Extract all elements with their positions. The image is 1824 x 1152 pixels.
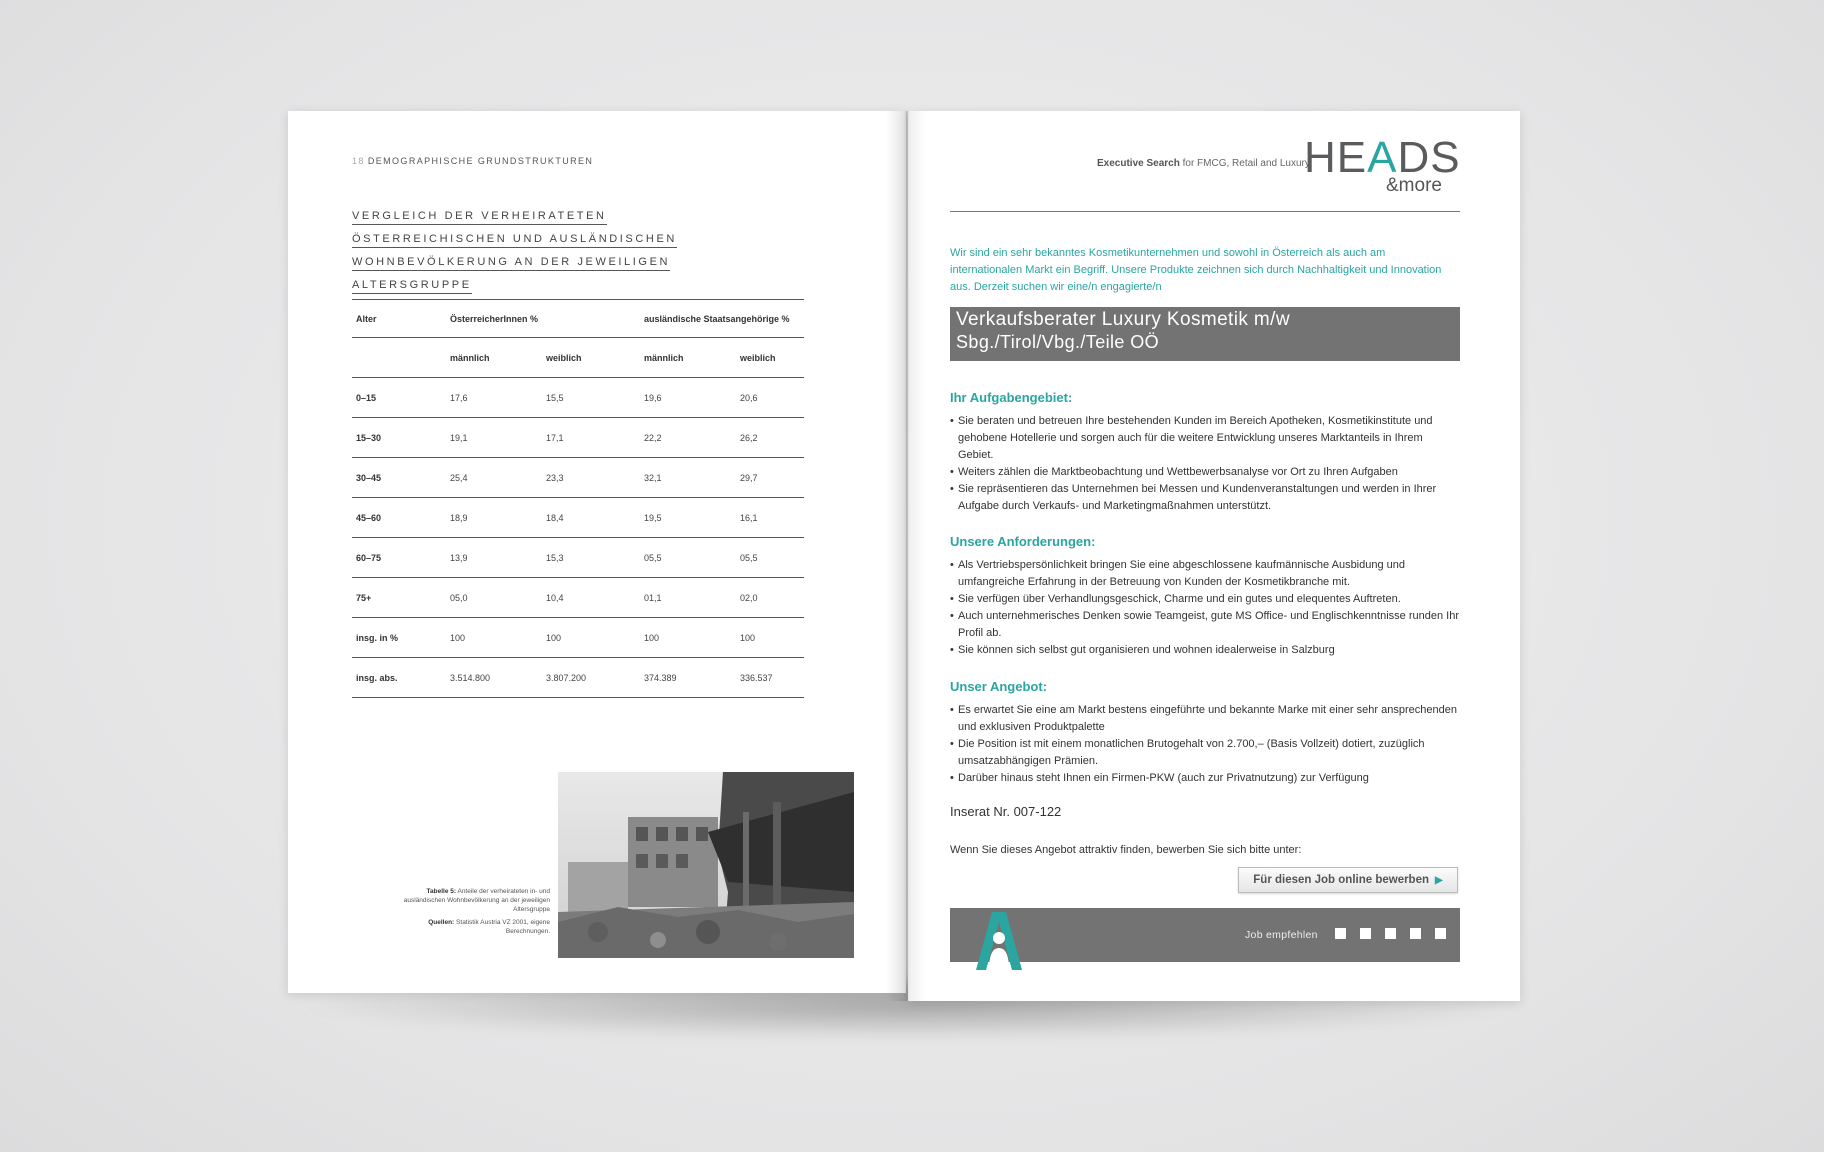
table-cell: 15,5 [546,392,564,403]
job-title: Verkaufsberater Luxury Kosmetik m/w [956,309,1290,330]
table-cell: 25,4 [450,472,468,483]
section-heading-anforderungen: Unsere Anforderungen: [950,534,1096,549]
table-row [352,458,804,498]
row-label: 30–45 [356,472,382,483]
tagline-bold: Executive Search [1097,158,1180,169]
table-cell: 15,3 [546,552,564,563]
table-cell: 19,5 [644,512,662,523]
table-cell: 17,1 [546,432,564,443]
table-cell: 18,9 [450,512,468,523]
table-body [352,378,804,698]
table-row [352,378,804,418]
recommend-label: Job empfehlen [1245,929,1318,941]
section-heading-aufgaben: Ihr Aufgabengebiet: [950,390,1073,405]
ruins-photo [558,772,854,958]
table-row [352,658,804,698]
row-label: insg. abs. [356,672,398,683]
caption-source-text: Statistik Austria VZ 2001, eigene Berechnungen. [456,919,550,935]
ruins-photo-image [558,772,854,958]
table-row [352,618,804,658]
section-title-line: WOHNBEVÖLKERUNG AN DER JEWEILIGEN [352,256,670,271]
page-number: 18 [352,156,365,166]
table-cell: 100 [644,632,660,643]
subheader-weiblich: weiblich [546,352,582,363]
list-item: • Sie repräsentieren das Unternehmen bei Messen und Kundenveranstaltungen und werden in Ihrer Aufgabe durch Verkaufs- und Marketingmaßnahmen unterstützt. [950,481,1460,515]
share-square-icon[interactable] [1385,928,1396,939]
table-subheader-row [352,338,804,378]
list-item: • Die Position ist mit einem monatlichen Brutogehalt von 2.700,– (Basis Vollzeit) dotiert, zuzüglich umsatzabhängigen Prämien. [950,736,1460,770]
inserat-number: Inserat Nr. 007-122 [950,804,1062,819]
share-square-icon[interactable] [1360,928,1371,939]
table-cell: 02,0 [740,592,758,603]
table-caption [398,887,550,936]
table-cell: 26,2 [740,432,758,443]
table-cell: 23,3 [546,472,564,483]
list-item: • Darüber hinaus steht Ihnen ein Firmen-PKW (auch zur Privatnutzung) zur Verfügung [950,770,1460,787]
left-page [288,111,906,993]
row-label: 0–15 [356,392,377,403]
demographics-table [352,299,804,698]
table-cell: 374.389 [644,672,677,683]
apply-online-label: Für diesen Job online bewerben [1253,874,1430,886]
table-cell: 10,4 [546,592,564,603]
tagline-rest: for FMCG, Retail and Luxury [1179,158,1310,169]
logo-text-suffix: DS [1397,133,1461,182]
list-angebot [950,702,1460,787]
section-title [352,206,692,298]
share-square-icon[interactable] [1410,928,1421,939]
share-square-icon[interactable] [1435,928,1446,939]
share-square-icon[interactable] [1335,928,1346,939]
table-cell: 3.807.200 [546,672,587,683]
footer-bar [950,908,1460,962]
table-cell: 3.514.800 [450,672,491,683]
header-auslaender: ausländische Staatsangehörige % [644,313,790,324]
list-item: • Als Vertriebspersönlichkeit bringen Sie eine abgeschlossene kaufmännische Ausbidung und umfangreiche Erfahrung in der Betreuung von Kunden der Kosmetikbranche mit. [950,557,1460,591]
list-item: • Es erwartet Sie eine am Markt bestens eingeführte und bekannte Marke mit einer sehr ansprechenden und exklusiven Produktpalette [950,702,1460,736]
table-cell: 05,0 [450,592,468,603]
logo-text-prefix: HE [1304,133,1368,182]
table-cell: 05,5 [740,552,758,563]
table-cell: 336.537 [740,672,773,683]
table-cell: 19,1 [450,432,468,443]
apply-online-button[interactable] [1238,867,1458,893]
play-arrow-icon: ▶ [1435,874,1443,886]
list-item: • Sie beraten und betreuen Ihre bestehenden Kunden im Bereich Apotheken, Kosmetikinstitute und gehobene Hotellerie und sorgen auch für die weitere Entwicklung unseres Marktanteils in Ihrem Gebiet. [950,413,1460,464]
row-label: 75+ [356,592,372,603]
heads-a-logo-icon [972,908,1026,970]
job-title-bar [950,307,1460,361]
table-cell: 18,4 [546,512,564,523]
subheader-maennlich: männlich [644,352,684,363]
list-item: • Auch unternehmerisches Denken sowie Teamgeist, gute MS Office- und Englischkenntnisse runden Ihr Profil ab. [950,608,1460,642]
job-location: Sbg./Tirol/Vbg./Teile OÖ [956,332,1160,352]
table-row [352,498,804,538]
table-row [352,538,804,578]
table-cell: 100 [546,632,562,643]
section-title-line: ÖSTERREICHISCHEN UND AUSLÄNDISCHEN [352,233,677,248]
section-title-line: ALTERSGRUPPE [352,279,472,294]
logo-text-a: A [1367,133,1398,182]
table-row [352,578,804,618]
table-row [352,418,804,458]
table-cell: 13,9 [450,552,468,563]
logo-subtitle: &more [1386,175,1442,196]
table-cell: 32,1 [644,472,662,483]
intro-text: Wir sind ein sehr bekanntes Kosmetikunternehmen und sowohl in Österreich als auch am internationalen Markt ein Begriff. Unsere Produkte zeichnen sich durch Nachhaltigkeit und Innovation aus. Derzeit suchen wir eine/n engagierte/n [950,247,1442,293]
row-label: 60–75 [356,552,382,563]
list-anforderungen [950,557,1460,659]
subheader-weiblich: weiblich [740,352,776,363]
header-alter: Alter [356,313,377,324]
row-label: insg. in % [356,632,399,643]
logo-tagline [1097,158,1310,169]
row-label: 15–30 [356,432,382,443]
table-cell: 20,6 [740,392,758,403]
subheader-maennlich: männlich [450,352,490,363]
running-head [352,156,593,166]
running-head-text: DEMOGRAPHISCHE GRUNDSTRUKTUREN [367,156,594,166]
caption-text: Anteile der verheirateten in- und ausländischen Wohnbevölkerung an der jeweiligen Altersgruppe [403,888,550,913]
list-item: • Sie verfügen über Verhandlungsgeschick, Charme und ein gutes und elequentes Auftreten. [950,591,1460,608]
table-cell: 19,6 [644,392,662,403]
apply-note: Wenn Sie dieses Angebot attraktiv finden, bewerben Sie sich bitte unter: [950,844,1302,856]
list-aufgaben [950,413,1460,515]
caption-label: Tabelle 5: [426,888,457,895]
table-cell: 17,6 [450,392,468,403]
list-item: • Weiters zählen die Marktbeobachtung und Wettbewerbsanalyse vor Ort zu Ihren Aufgaben [950,464,1460,481]
section-title-line: VERGLEICH DER VERHEIRATETEN [352,210,607,225]
subheader-empty [352,338,446,378]
table-cell: 16,1 [740,512,758,523]
table-cell: 05,5 [644,552,662,563]
section-heading-angebot: Unser Angebot: [950,679,1048,694]
list-item: • Sie können sich selbst gut organisieren und wohnen idealerweise in Salzburg [950,642,1460,659]
row-label: 45–60 [356,512,382,523]
table-cell: 01,1 [644,592,662,603]
table-cell: 29,7 [740,472,758,483]
caption-source-label: Quellen: [428,919,455,926]
table-cell: 100 [740,632,756,643]
table-header-row [352,300,804,338]
header-oesterreicher: ÖsterreicherInnen % [450,313,539,324]
header-divider [950,211,1460,212]
table-cell: 22,2 [644,432,662,443]
table-cell: 100 [450,632,466,643]
right-page [908,111,1520,1001]
